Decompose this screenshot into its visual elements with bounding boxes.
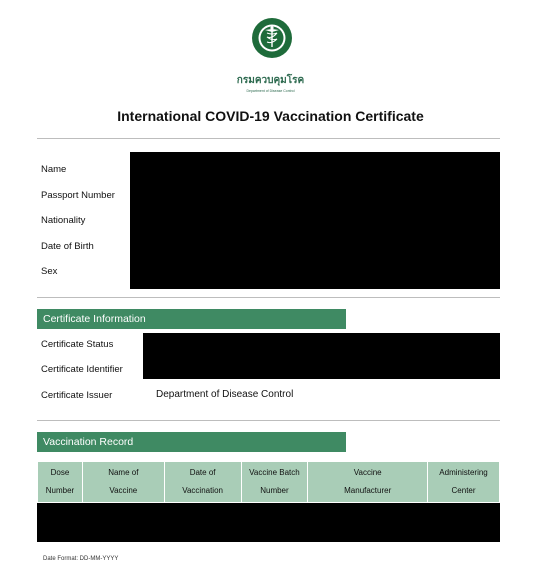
column-header-administering-center: Administering Center bbox=[428, 462, 500, 503]
redacted-cell bbox=[241, 503, 308, 542]
org-name-thai: กรมควบคุมโรค bbox=[236, 75, 305, 86]
name-label: Name bbox=[41, 164, 67, 175]
redacted-cell bbox=[308, 503, 428, 542]
redacted-cell bbox=[428, 503, 500, 542]
column-header-manufacturer: Vaccine Manufacturer bbox=[308, 462, 428, 503]
divider bbox=[37, 297, 500, 298]
sex-label: Sex bbox=[41, 266, 58, 277]
column-header-vaccine-name: Name of Vaccine bbox=[82, 462, 164, 503]
certificate-issuer-label: Certificate Issuer bbox=[41, 390, 113, 401]
certificate-information-header: Certificate Information bbox=[37, 309, 346, 329]
table-header-row bbox=[38, 462, 500, 503]
certificate-identifier-label: Certificate Identifier bbox=[41, 364, 123, 375]
certificate-status-label: Certificate Status bbox=[41, 339, 114, 350]
column-header-dose-number: Dose Number bbox=[38, 462, 83, 503]
date-format-note: Date Format: DD-MM-YYYY bbox=[43, 556, 119, 562]
column-header-batch-number: Vaccine Batch Number bbox=[241, 462, 308, 503]
ministry-logo bbox=[250, 8, 294, 68]
nationality-label: Nationality bbox=[41, 215, 86, 226]
redacted-cell bbox=[164, 503, 241, 542]
org-name-english: Department of Disease Control bbox=[246, 89, 295, 93]
divider bbox=[37, 138, 500, 139]
redacted-cell bbox=[38, 503, 83, 542]
ministry-seal-icon bbox=[250, 8, 294, 68]
table-row-redacted bbox=[38, 503, 500, 542]
redacted-personal-info bbox=[130, 152, 500, 289]
vaccination-record-table bbox=[37, 461, 500, 542]
divider bbox=[37, 420, 500, 421]
certificate-issuer-value: Department of Disease Control bbox=[156, 389, 294, 400]
date-of-birth-label: Date of Birth bbox=[41, 241, 94, 252]
passport-number-label: Passport Number bbox=[41, 190, 115, 201]
vaccination-record-header: Vaccination Record bbox=[37, 432, 346, 452]
document-title: International COVID-19 Vaccination Certificate bbox=[117, 108, 424, 124]
redacted-cell bbox=[82, 503, 164, 542]
redacted-certificate-info bbox=[143, 333, 500, 379]
column-header-vaccination-date: Date of Vaccination bbox=[164, 462, 241, 503]
